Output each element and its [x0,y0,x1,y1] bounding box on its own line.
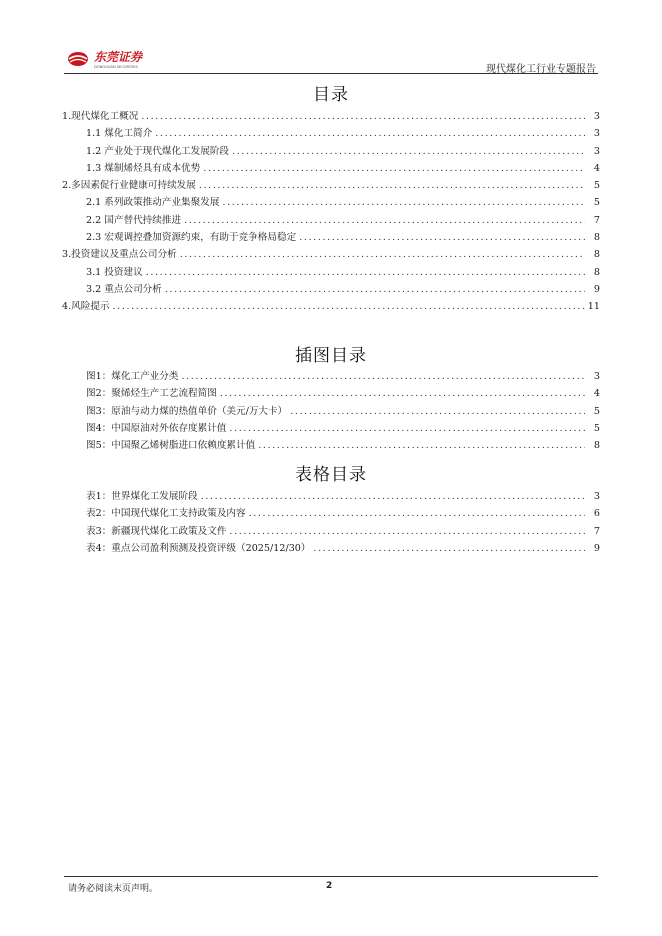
table-entry-title: 表4：重点公司盈利预测及投资评级（2025/12/30） [86,542,311,554]
toc-entry[interactable] [62,194,600,211]
toc-entry[interactable] [62,212,600,229]
toc-entry-page-number: 5 [593,197,600,209]
dot-leader [199,177,585,194]
dot-leader [155,125,585,142]
toc-entry[interactable] [62,108,600,125]
dot-leader [299,229,585,246]
toc-entry-page-number: 3 [593,128,600,140]
figure-entry-page-number: 5 [593,422,600,434]
figure-entry-title: 图3：原油与动力煤的热值单价（美元/万大卡） [86,405,288,417]
toc-entry-title: 1.1 煤化工简介 [86,128,153,140]
toc-entry-page-number: 3 [593,111,600,122]
figure-entry[interactable] [62,385,600,402]
figure-entry-page-number: 4 [593,388,600,400]
dot-leader [184,212,585,229]
table-entry-page-number: 6 [593,508,600,520]
toc-entry[interactable] [62,143,600,160]
logo-mark-icon [66,48,176,70]
toc-entry-title: 2.多因素促行业健康可持续发展 [62,180,196,192]
dot-leader [229,523,585,540]
table-entry-title: 表3：新疆现代煤化工政策及文件 [86,525,227,537]
dot-leader [290,403,585,420]
dot-leader [229,420,585,437]
table-entry[interactable] [62,523,600,540]
logo-subtext: DONGGUAN SECURITIES [94,65,138,69]
figure-entry-page-number: 8 [593,440,600,452]
toc-entry[interactable] [62,125,600,142]
toc-entry-page-number: 4 [593,162,600,174]
dot-leader [249,505,585,522]
toc-entry[interactable] [62,246,600,263]
toc-entry-page-number: 11 [587,301,600,313]
table-entry-page-number: 3 [593,491,600,502]
toc-entry-title: 3.2 重点公司分析 [86,283,162,295]
toc-entry-title: 2.1 系列政策推动产业集聚发展 [86,197,220,209]
toc-entry-title: 1.2 产业处于现代煤化工发展阶段 [86,145,230,157]
header-divider [64,73,598,74]
contents-list [62,108,600,316]
figure-entry-page-number: 3 [593,371,600,382]
dot-leader [180,246,585,263]
figure-entry-title: 图4：中国原油对外依存度累计值 [86,422,227,434]
dot-leader [141,108,585,125]
table-entry-page-number: 9 [593,542,600,554]
figure-entry-title: 图2：聚烯烃生产工艺流程简图 [86,388,217,400]
dot-leader [113,298,585,315]
toc-entry-title: 3.投资建议及重点公司分析 [62,249,177,261]
toc-entry[interactable] [62,298,600,315]
toc-entry[interactable] [62,177,600,194]
logo-text: 东莞证券 [94,50,143,64]
figure-entry[interactable] [62,403,600,420]
dot-leader [314,540,586,557]
footer-divider [64,876,598,877]
toc-entry-title: 2.3 宏观调控叠加资源约束，有助于竞争格局稳定 [86,232,297,244]
toc-entry-title: 4.风险提示 [62,301,110,313]
toc-entry-title: 1.现代煤化工概况 [62,111,139,122]
table-entry[interactable] [62,505,600,522]
contents-heading: 目录 [313,85,349,105]
table-entry[interactable] [62,540,600,557]
figures-heading: 插图目录 [295,346,367,366]
toc-entry-title: 3.1 投资建议 [86,266,143,278]
figure-entry-title: 图5：中国聚乙烯树脂进口依赖度累计值 [86,440,256,452]
table-entry-title: 表1：世界煤化工发展阶段 [86,491,198,502]
toc-entry-page-number: 8 [593,249,600,261]
toc-entry-page-number: 8 [593,232,600,244]
figures-list [62,368,600,454]
dot-leader [181,368,585,385]
toc-entry-page-number: 9 [593,283,600,295]
dot-leader [203,160,585,177]
figure-entry-page-number: 5 [593,405,600,417]
report-title: 现代煤化工行业专题报告 [486,64,596,75]
toc-entry-page-number: 7 [593,214,600,226]
toc-entry[interactable] [62,229,600,246]
page-number: 2 [326,881,333,891]
figure-entry-title: 图1：煤化工产业分类 [86,371,179,382]
dot-leader [201,488,585,505]
toc-entry-page-number: 3 [593,145,600,157]
figure-entry[interactable] [62,437,600,454]
dot-leader [165,281,585,298]
toc-entry[interactable] [62,264,600,281]
toc-entry-page-number: 5 [593,180,600,192]
tables-heading: 表格目录 [295,465,367,485]
table-entry-title: 表2：中国现代煤化工支持政策及内容 [86,508,246,520]
figure-entry[interactable] [62,420,600,437]
toc-entry[interactable] [62,281,600,298]
dot-leader [222,194,585,211]
toc-entry-title: 2.2 国产替代持续推进 [86,214,182,226]
tables-list [62,488,600,557]
dot-leader [232,143,585,160]
table-entry[interactable] [62,488,600,505]
table-entry-page-number: 7 [593,525,600,537]
dot-leader [258,437,585,454]
dot-leader [146,264,585,281]
toc-entry-title: 1.3 煤制烯烃具有成本优势 [86,162,201,174]
toc-entry[interactable] [62,160,600,177]
company-logo [66,48,176,70]
toc-entry-page-number: 8 [593,266,600,278]
dot-leader [220,385,585,402]
figure-entry[interactable] [62,368,600,385]
footer-disclaimer: 请务必阅读末页声明。 [68,884,159,894]
